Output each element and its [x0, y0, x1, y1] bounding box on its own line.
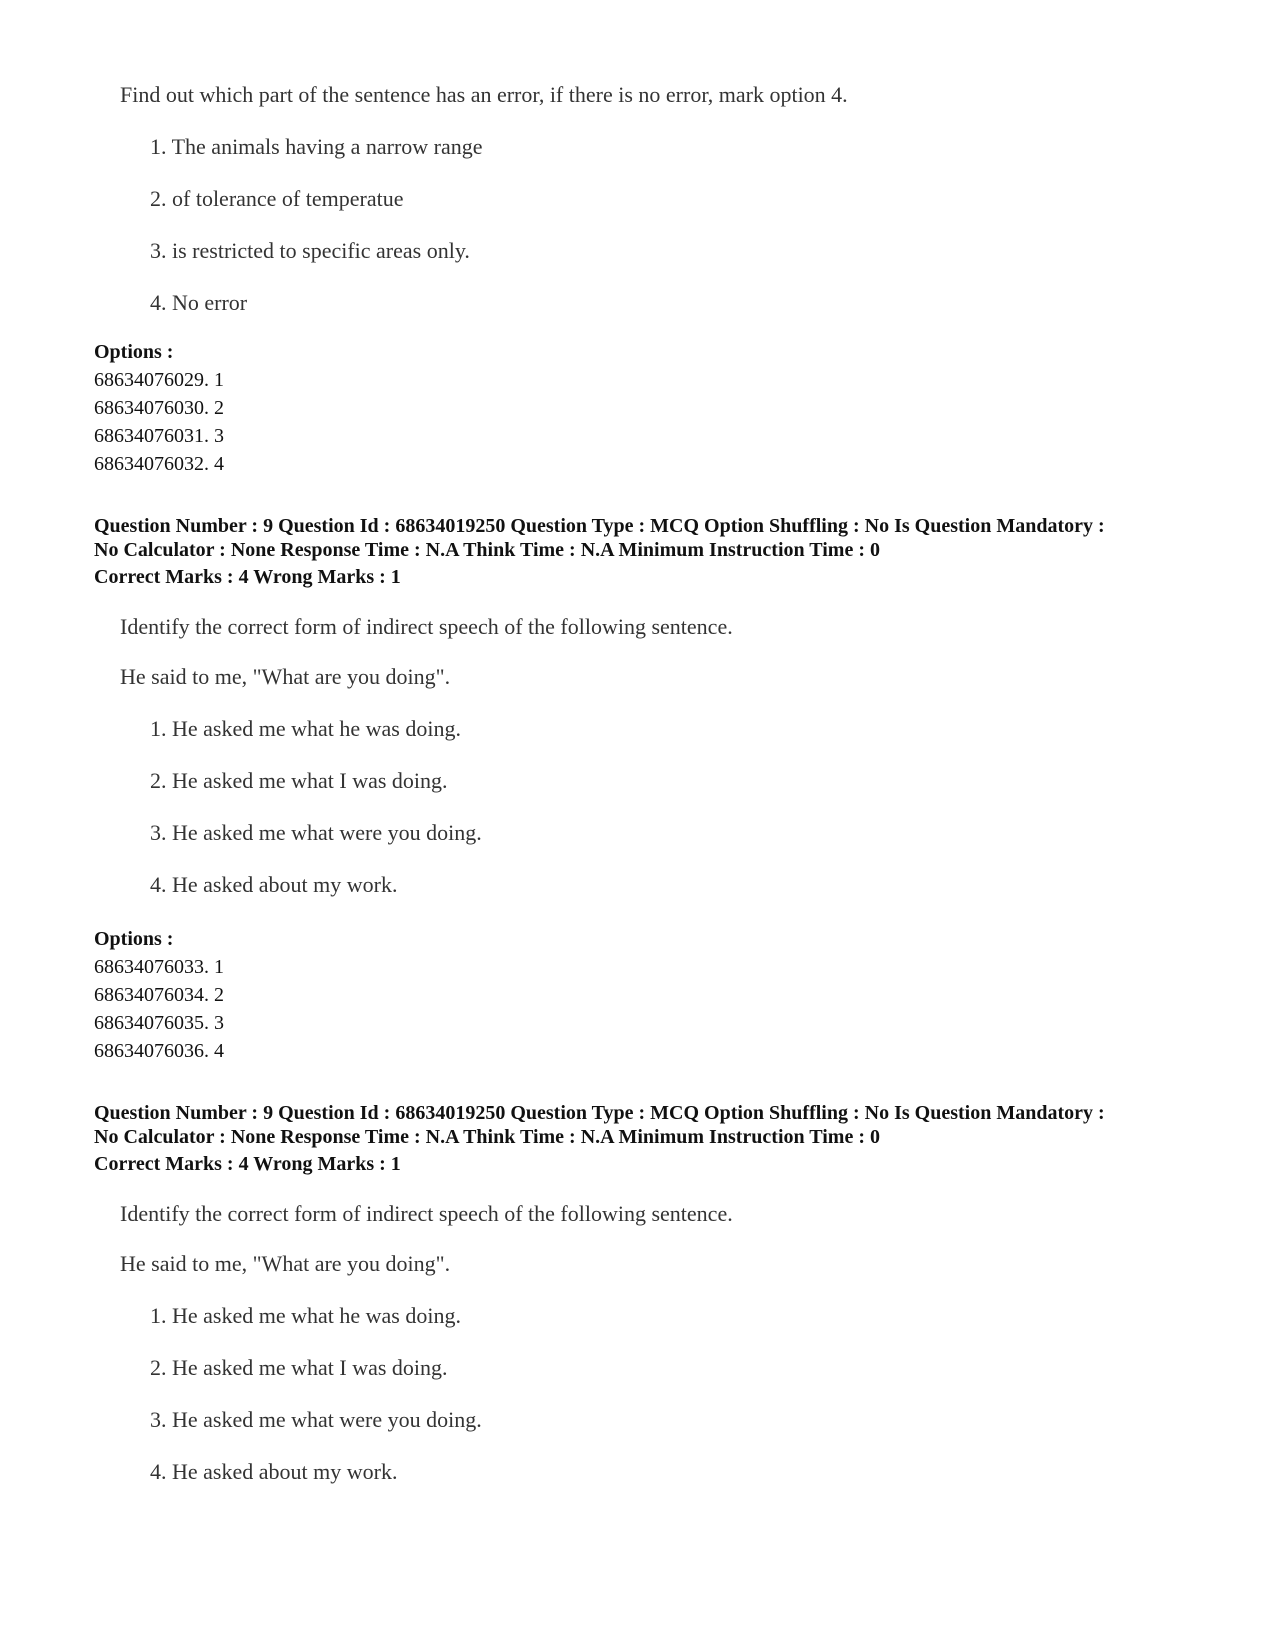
option-id-row: 68634076030. 2 [94, 397, 224, 419]
option-id-row: 68634076033. 1 [94, 956, 224, 978]
option-id-row: 68634076034. 2 [94, 984, 224, 1006]
option-id-row: 68634076036. 4 [94, 1040, 224, 1062]
answer-choice: 3. He asked me what were you doing. [150, 820, 482, 845]
question-meta-line: Question Number : 9 Question Id : 68634019250 Question Type : MCQ Option Shuffling : No Is Question Mandatory : [94, 1102, 1105, 1124]
answer-choice: 4. He asked about my work. [150, 872, 398, 897]
option-id-row: 68634076035. 3 [94, 1012, 224, 1034]
question-meta-line: No Calculator : None Response Time : N.A Think Time : N.A Minimum Instruction Time : 0 [94, 1126, 880, 1148]
answer-choice: 1. The animals having a narrow range [150, 134, 483, 159]
option-id-row: 68634076032. 4 [94, 453, 224, 475]
option-id-row: 68634076029. 1 [94, 369, 224, 391]
answer-choice: 2. He asked me what I was doing. [150, 1355, 448, 1380]
option-id-row: 68634076031. 3 [94, 425, 224, 447]
answer-choice: 4. No error [150, 290, 248, 315]
question-meta-line: No Calculator : None Response Time : N.A Think Time : N.A Minimum Instruction Time : 0 [94, 539, 880, 561]
options-label: Options : [94, 341, 174, 363]
options-label: Options : [94, 928, 174, 950]
answer-choice: 1. He asked me what he was doing. [150, 1303, 461, 1328]
marks-line: Correct Marks : 4 Wrong Marks : 1 [94, 1153, 401, 1175]
question-text: Identify the correct form of indirect speech of the following sentence. [120, 1201, 733, 1226]
question-meta [94, 514, 1194, 589]
question-text: Find out which part of the sentence has an error, if there is no error, mark option 4. [120, 82, 848, 107]
question-sentence: He said to me, "What are you doing". [120, 664, 451, 689]
answer-choice: 2. of tolerance of temperatue [150, 186, 404, 211]
question-meta [94, 1101, 1194, 1176]
answer-choice: 1. He asked me what he was doing. [150, 716, 461, 741]
question-text: Identify the correct form of indirect speech of the following sentence. [120, 614, 733, 639]
answer-choice: 3. He asked me what were you doing. [150, 1407, 482, 1432]
question-meta-line: Question Number : 9 Question Id : 68634019250 Question Type : MCQ Option Shuffling : No Is Question Mandatory : [94, 515, 1105, 537]
question-sentence: He said to me, "What are you doing". [120, 1251, 451, 1276]
answer-choice: 2. He asked me what I was doing. [150, 768, 448, 793]
answer-choice: 3. is restricted to specific areas only. [150, 238, 470, 263]
answer-choice: 4. He asked about my work. [150, 1459, 398, 1484]
marks-line: Correct Marks : 4 Wrong Marks : 1 [94, 566, 401, 588]
